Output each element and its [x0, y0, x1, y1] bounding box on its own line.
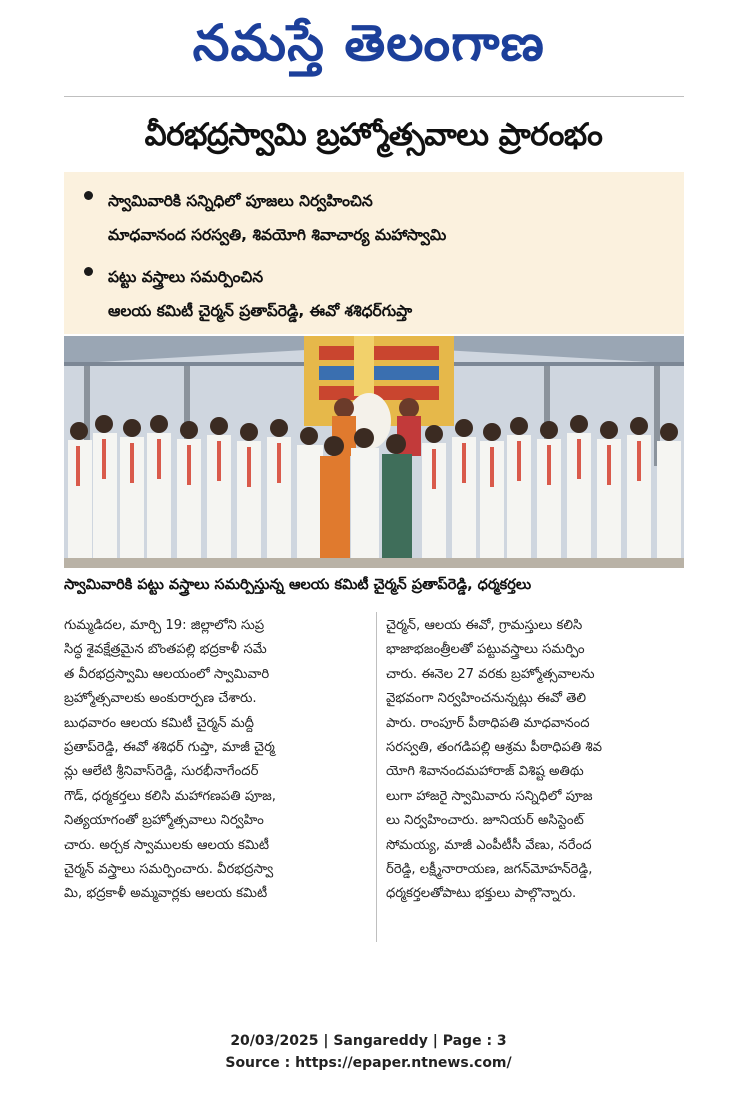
- article-line: లుగా హాజరై స్వామివారు సన్నిధిలో పూజ: [386, 788, 593, 804]
- footer-source: Source : https://epaper.ntnews.com/: [225, 1055, 512, 1071]
- highlight-line: పట్టు వస్త్రాలు సమర్పించిన: [108, 268, 264, 286]
- article-line: బ్రహ్మోత్సవాలకు అంకురార్పణ చేశారు.: [64, 691, 257, 707]
- highlight-item: [82, 184, 666, 252]
- footer-date-edition: 20/03/2025 | Sangareddy | Page : 3: [230, 1033, 507, 1049]
- article-line: త వీరభద్రస్వామి ఆలయంలో స్వామివారి: [64, 666, 270, 682]
- masthead: [0, 8, 737, 78]
- article-line: భాజాభజంత్రీలతో పట్టువస్త్రాలు సమర్పిం: [386, 642, 585, 658]
- article-line: గుమ్మడిదల, మార్చి 19: జిల్లాలోని సుప్ర: [64, 618, 265, 633]
- article-line: యోగి శివానందమహారాజ్ విశిష్ట అతిథు: [386, 764, 584, 780]
- article-line: చారు. అర్చక స్వాములకు ఆలయ కమిటీ: [64, 837, 270, 853]
- column-divider: [376, 612, 377, 942]
- article-line: మి, భద్రకాళీ అమ్మవార్లకు ఆలయ కమిటీ: [64, 886, 268, 902]
- article-line: సిద్ధ శైవక్షేత్రమైన బొంతపల్లి భద్రకాళీ సమే: [64, 642, 267, 658]
- news-photo: [64, 336, 684, 568]
- article-line: ధర్మకర్తలతోపాటు భక్తులు పాల్గొన్నారు.: [386, 886, 577, 902]
- article-line: వైభవంగా నిర్వహించనున్నట్లు ఈవో తెలి: [386, 691, 587, 707]
- article-line: సరస్వతి, తంగడిపల్లి ఆశ్రమ పీఠాధిపతి శివ: [386, 740, 603, 756]
- article-line: నిత్యయాగంతో బ్రహ్మోత్సవాలు నిర్వహిం: [64, 813, 264, 829]
- highlights-box: [64, 172, 684, 334]
- headline: వీరభద్రస్వామి బ్రహ్మోత్సవాలు ప్రారంభం: [144, 117, 603, 153]
- masthead-title: నమస్తే తెలంగాణ: [192, 14, 545, 72]
- article-line: లు నిర్వహించారు. జూనియర్ అసిస్టెంట్: [386, 813, 584, 829]
- highlight-line: మాధవానంద సరస్వతి, శివయోగి శివాచార్య మహాస్వామి: [108, 226, 447, 244]
- highlight-line: ఆలయ కమిటీ చైర్మన్ ప్రతాప్‌రెడ్డి, ఈవో శశిధర్‌గుప్తా: [108, 302, 413, 320]
- article-line: పారు. రాంపూర్ పీఠాధిపతి మాధవానంద: [386, 715, 590, 731]
- article-line: చైర్మన్, ఆలయ ఈవో, గ్రామస్తులు కలిసి: [386, 618, 583, 633]
- top-divider: [64, 96, 684, 97]
- photo-caption: స్వామివారికి పట్టు వస్త్రాలు సమర్పిస్తున్న ఆలయ కమిటీ చైర్మన్ ప్రతాప్‌రెడ్డి, ధర్మకర్తలు: [64, 577, 532, 593]
- article-line: న్లు ఆలేటి శ్రీనివాస్‌రెడ్డి, సురభీనాగేందర్: [64, 764, 259, 780]
- article-line: సోమయ్య, మాజీ ఎంపీటీసీ వేణు, నరేంద: [386, 837, 592, 853]
- article-column-right: [386, 614, 676, 907]
- article-line: బుధవారం ఆలయ కమిటీ చైర్మన్ మద్దీ: [64, 715, 254, 731]
- article-line: గౌడ్, ధర్మకర్తలు కలిసి మహాగణపతి పూజ,: [64, 788, 276, 804]
- bullet-icon: [84, 191, 93, 200]
- bullet-icon: [84, 267, 93, 276]
- article-line: చైర్మన్ వస్త్రాలు సమర్పించారు. వీరభద్రస్వా: [64, 862, 274, 878]
- article-column-left: [64, 614, 354, 907]
- article-line: ర్‌రెడ్డి, లక్ష్మీనారాయణ, జగన్‌మోహన్‌రెడ్డి,: [386, 862, 593, 878]
- article-line: చారు. ఈనెల 27 వరకు బ్రహ్మోత్సవాలను: [386, 666, 595, 682]
- highlight-line: స్వామివారికి సన్నిధిలో పూజలు నిర్వహించిన: [108, 192, 373, 210]
- article-line: ప్రతాప్‌రెడ్డి, ఈవో శశిధర్ గుప్తా, మాజీ చైర్మ: [64, 740, 275, 756]
- highlight-item: [82, 260, 666, 328]
- temple-crowd-photo: [64, 336, 684, 568]
